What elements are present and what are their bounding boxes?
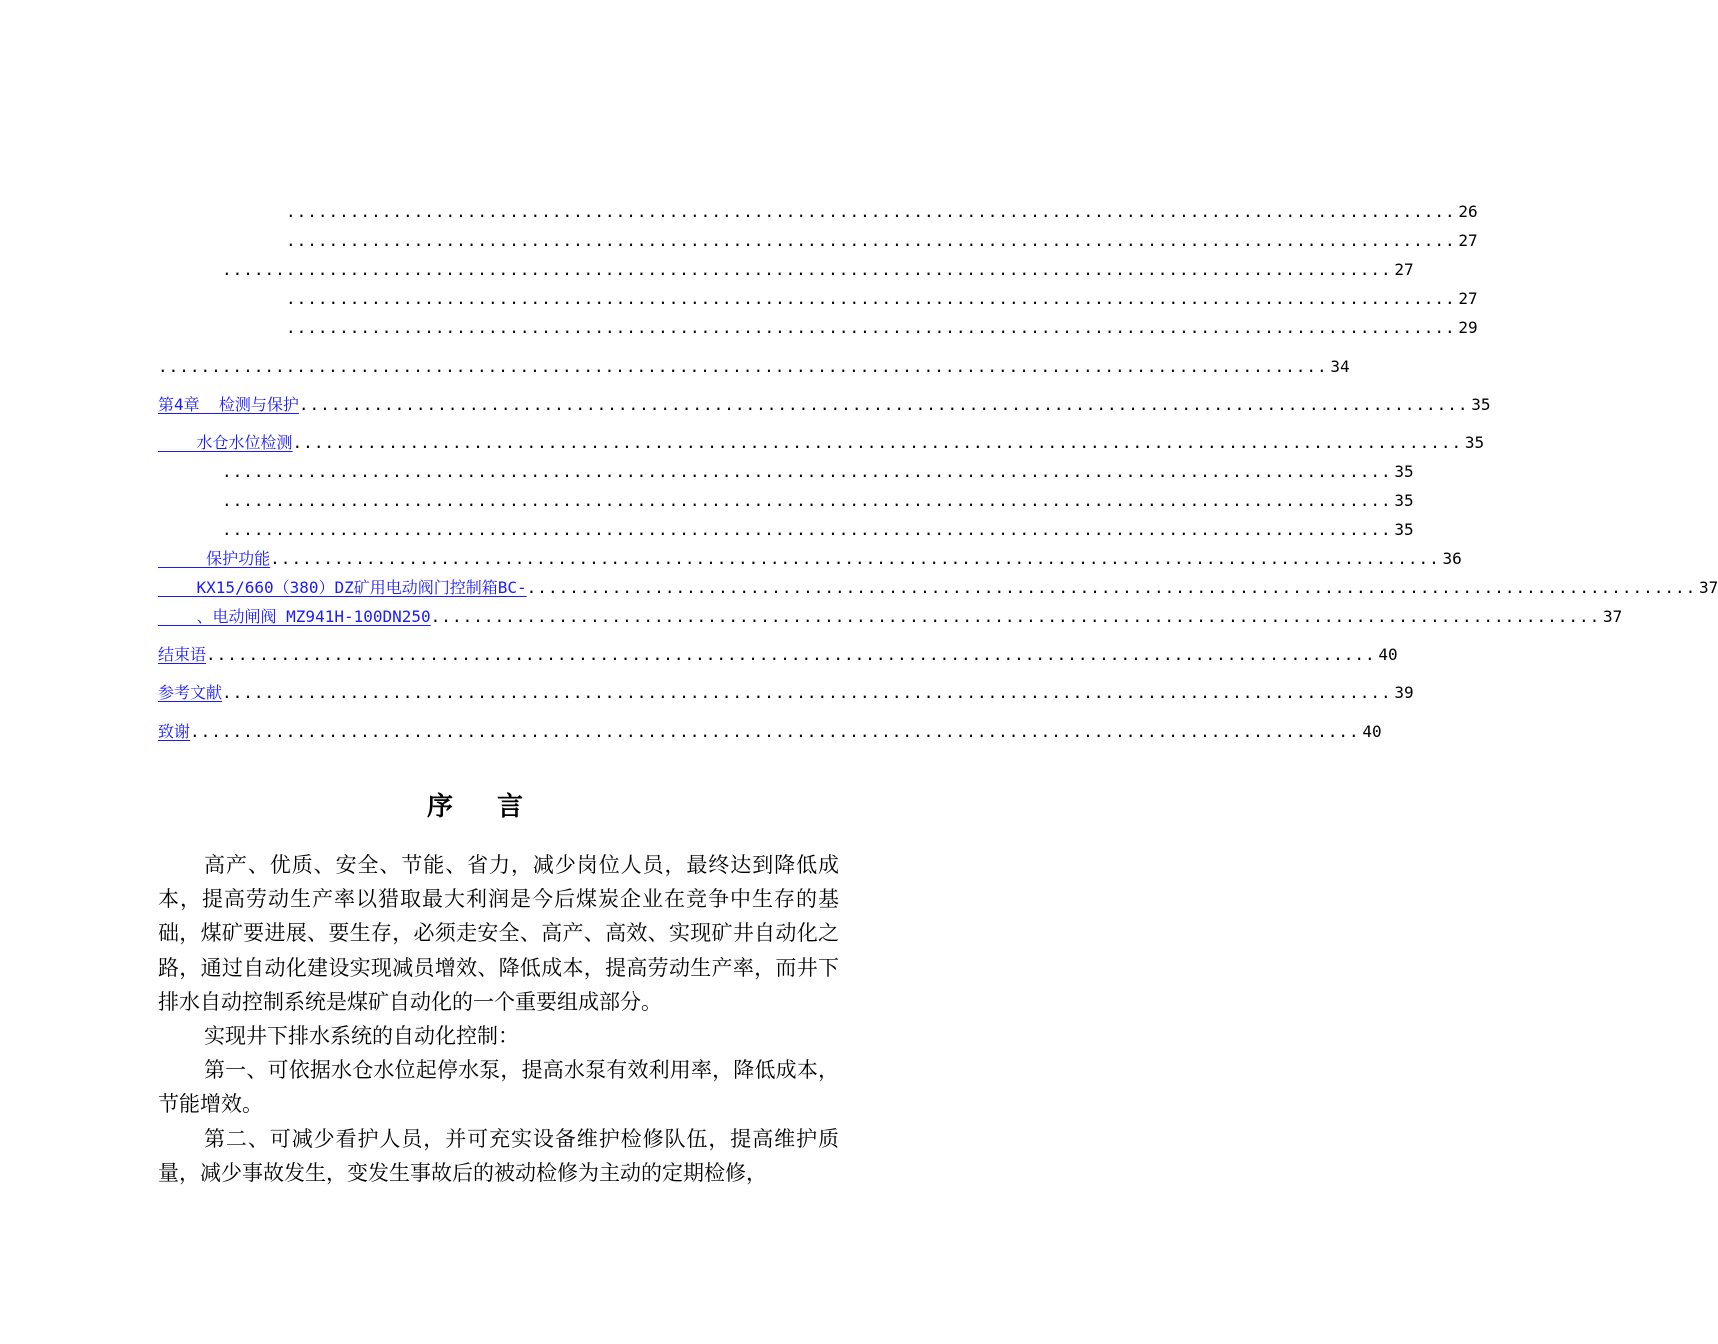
toc-entry[interactable]: [158, 489, 1414, 513]
toc-leader-dots: ..............................................................................................................: [222, 520, 1392, 539]
toc-page-number: 27: [1458, 289, 1478, 308]
toc-leader-dots: ..............................................................................................................: [222, 260, 1392, 279]
toc-entry[interactable]: [158, 316, 1478, 340]
toc-page-number: 35: [1464, 433, 1485, 452]
toc-leader-dots: ..............................................................................................................: [222, 491, 1392, 510]
toc-entry-label[interactable]: 水仓水位检测: [158, 433, 293, 452]
toc-page-number: 40: [1362, 722, 1382, 741]
toc-entry[interactable]: [158, 460, 1414, 484]
toc-entry-label[interactable]: 结束语: [158, 645, 207, 664]
toc-page-number: 34: [1330, 357, 1350, 376]
toc-page-number: 27: [1394, 260, 1414, 279]
toc-entry-label[interactable]: 、电动闸阀 MZ941H-100DN250: [158, 607, 431, 626]
toc-entry-label[interactable]: 第4章 检测与保护: [158, 395, 299, 414]
toc-page-number: 26: [1458, 202, 1478, 221]
toc-entry[interactable]: [158, 720, 1382, 744]
toc-entry-label[interactable]: KX15/660（380）DZ矿用电动阀门控制箱BC-: [158, 578, 527, 597]
heading-char-right: 言: [497, 792, 524, 822]
toc-leader-dots: ..............................................................................................................: [222, 462, 1392, 481]
toc-page-number: 40: [1378, 645, 1398, 664]
toc-page-number: 29: [1458, 318, 1478, 337]
toc-page-number: 35: [1471, 395, 1491, 414]
toc-page-number: 37: [1699, 578, 1718, 597]
toc-entry[interactable]: [158, 518, 1414, 542]
section-heading: [0, 786, 950, 823]
toc-leader-dots: ..............................................................................................................: [206, 645, 1376, 664]
toc-entry[interactable]: [158, 576, 1718, 600]
paragraph: 第二、可减少看护人员，并可充实设备维护检修队伍，提高维护质量，减少事故发生，变发生事故后的被动检修为主动的定期检修，: [158, 1126, 839, 1185]
toc-leader-dots: ..............................................................................................................: [526, 578, 1697, 597]
toc-entry[interactable]: [158, 200, 1478, 224]
toc-entry[interactable]: [158, 547, 1462, 571]
toc-page-number: 37: [1603, 607, 1623, 626]
toc-leader-dots: ..............................................................................................................: [286, 202, 1456, 221]
preface-body: [158, 848, 839, 1190]
toc-page-number: 39: [1394, 683, 1414, 702]
toc-leader-dots: ..............................................................................................................: [286, 289, 1456, 308]
paragraph: 实现井下排水系统的自动化控制：: [204, 1024, 519, 1049]
paragraph: 第一、可依据水仓水位起停水泵，提高水泵有效利用率，降低成本，节能增效。: [158, 1058, 839, 1117]
toc-page-number: 35: [1394, 491, 1414, 510]
toc-entry[interactable]: [158, 258, 1414, 282]
toc-entry[interactable]: [158, 431, 1485, 455]
heading-char-left: 序: [426, 792, 453, 822]
toc-leader-dots: ..............................................................................................................: [190, 722, 1360, 741]
toc-entry[interactable]: [158, 605, 1623, 629]
toc-entry[interactable]: [158, 393, 1491, 417]
toc-leader-dots: ..............................................................................................................: [430, 607, 1601, 626]
toc-entry-label[interactable]: 参考文献: [158, 683, 223, 702]
toc-leader-dots: ..............................................................................................................: [286, 231, 1456, 250]
toc-page-number: 36: [1442, 549, 1462, 568]
toc-leader-dots: ..............................................................................................................: [286, 318, 1456, 337]
paragraph: 高产、优质、安全、节能、省力，减少岗位人员，最终达到降低成本，提高劳动生产率以猎取最大利润是今后煤炭企业在竞争中生存的基础，煤矿要进展、要生存，必须走安全、高产、高效、实现矿井自动化之路，通过自动化建设实现减员增效、降低成本，提高劳动生产率，而井下排水自动控制系统是煤矿自动化的一个重要组成部分。: [158, 853, 839, 1014]
toc-leader-dots: ..............................................................................................................: [158, 357, 1328, 376]
toc-leader-dots: ..............................................................................................................: [298, 395, 1469, 414]
toc-entry[interactable]: [158, 229, 1478, 253]
toc-page-number: 27: [1458, 231, 1478, 250]
toc-entry-label[interactable]: 保护功能: [158, 549, 271, 568]
toc-leader-dots: ..............................................................................................................: [292, 433, 1463, 452]
toc-leader-dots: ..............................................................................................................: [270, 549, 1440, 568]
toc-page-number: 35: [1394, 520, 1414, 539]
toc-leader-dots: ..............................................................................................................: [222, 683, 1392, 702]
toc-entry[interactable]: [158, 287, 1478, 311]
toc-entry-label[interactable]: 致谢: [158, 722, 191, 741]
toc-entry[interactable]: [158, 681, 1414, 705]
toc-page-number: 35: [1394, 462, 1414, 481]
toc-entry[interactable]: [158, 643, 1398, 667]
toc-entry[interactable]: [158, 355, 1350, 379]
